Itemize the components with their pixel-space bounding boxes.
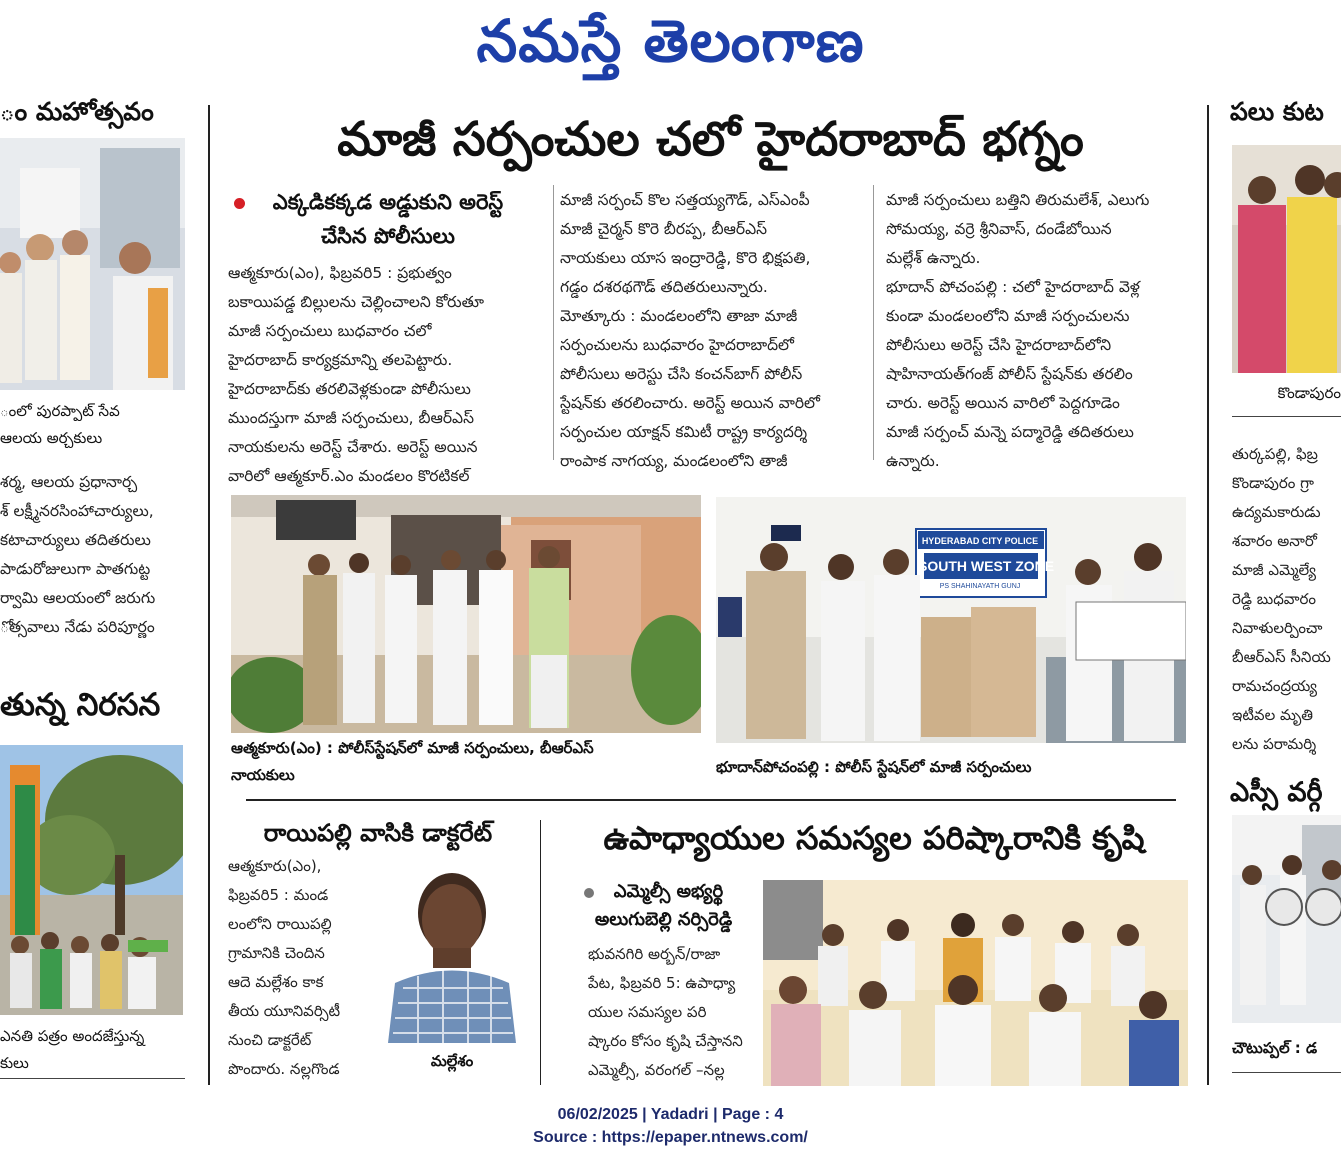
body-line: తీయ యూనివర్సిటీ: [228, 1002, 341, 1020]
body-line: స్టేషన్‌కు తరలించారు. అరెస్ట్ అయిన వారిలో: [560, 394, 820, 412]
right-bottom-rule: [1232, 1072, 1341, 1073]
teachers-headline: ఉపాధ్యాయుల సమస్యల పరిష్కారానికి కృషి: [603, 819, 1145, 857]
footer-source: Source : https://epaper.ntnews.com/: [533, 1129, 808, 1146]
left-body-line: శర్మ, ఆలయ ప్రధానార్చ: [0, 473, 138, 491]
left-body-line: శ్ లక్ష్మీనరసింహాచార్యులు,: [0, 502, 154, 520]
right-body-line: రామచంద్రయ్య: [1232, 677, 1318, 695]
left-headline-2: తున్న నిరసన: [0, 687, 161, 723]
body-line: సర్పంచుల యాక్షన్ కమిటీ రాష్ట్ర కార్యదర్శి: [560, 423, 808, 441]
column-divider-left: [208, 105, 210, 1085]
body-line: మాజీ చైర్మన్ కొరె బీరప్ప, బీఆర్ఎస్: [560, 220, 767, 238]
doctorate-body: [228, 852, 376, 1084]
body-line: మాజీ సర్పంచ్ మన్నె పద్మారెడ్డి తదితరులు: [886, 423, 1134, 441]
right-body-line: ఇటీవల మృతి: [1232, 706, 1313, 724]
right-photo-caption: కొండాపురం: [1277, 384, 1341, 402]
main-body-col1: [228, 259, 533, 491]
text-divider-2: [873, 185, 874, 460]
body-line: చారు. అరెస్ట్ అయిన వారిలో పెద్దగూడెం: [886, 394, 1120, 412]
right-body-line: మాజీ ఎమ్మెల్యే: [1232, 561, 1316, 579]
left-body-line: ోత్సవాలు నేడు పరిపూర్ణం: [0, 618, 155, 636]
main-subhead-line1: ఎక్కడికక్కడ అడ్డుకుని అరెస్ట్: [272, 190, 504, 214]
body-line: పోలీసులు అరెస్టు చేసి కంచన్‌బాగ్ పోలీస్: [560, 365, 803, 383]
body-line: మాజీ సర్పంచులు బుధవారం చలో: [228, 322, 432, 340]
main-body-col2: [560, 186, 865, 476]
body-line: భూదాన్ పోచంపల్లి : చలో హైదరాబాద్ వెళ్ల: [886, 278, 1140, 296]
left-body-line: కటాచార్యులు తదితరులు: [0, 531, 151, 549]
right-body-line: నివాళులర్పించా: [1232, 619, 1323, 637]
teachers-subhead-line2: అలుగుబెల్లి నర్సిరెడ్డి: [594, 909, 733, 930]
right-body-line: రెడ్డి బుధవారం: [1232, 590, 1317, 608]
body-line: ష్కారం కోసం కృషి చేస్తానని: [588, 1032, 743, 1050]
right-photo-people: [1232, 145, 1341, 373]
right-body: [1232, 440, 1341, 759]
body-line: ఆత్మకూరు(ఎం),: [228, 857, 322, 875]
masthead-title: నమస్తే తెలంగాణ: [476, 7, 865, 75]
body-line: పోలీసులు అరెస్ట్ చేసి హైదరాబాద్‌లోని: [886, 336, 1112, 354]
column-divider-bottom: [540, 820, 541, 1085]
photo1-caption-2: నాయకులు: [231, 766, 295, 784]
police-sign-line2: SOUTH WEST ZONE: [918, 558, 1055, 574]
main-headline: మాజీ సర్పంచుల చలో హైదరాబాద్ భగ్నం: [337, 112, 1084, 167]
red-bullet-icon: [234, 198, 245, 209]
body-line: షాహినాయత్‌గంజ్ పోలీస్ స్టేషన్‌కు తరలిం: [886, 365, 1133, 383]
section-divider: [246, 799, 1176, 801]
body-line: రాంపాక నాగయ్య, మండలంలోని తాజీ: [560, 452, 788, 470]
doctorate-headline: రాయిపల్లి వాసికి డాక్టరేట్: [263, 819, 493, 847]
body-line: హైదరాబాద్ కార్యక్రమాన్ని తలపెట్టారు.: [228, 351, 453, 369]
police-sign-line1: HYDERABAD CITY POLICE: [921, 536, 1039, 546]
body-line: సర్పంచులను బుధవారం హైదరాబాద్‌లో: [560, 336, 794, 354]
teachers-body: [588, 940, 758, 1085]
grey-bullet-icon: [584, 888, 594, 898]
photo-teachers-meeting: [763, 880, 1188, 1086]
body-line: మల్లేశ్ ఉన్నారు.: [886, 249, 981, 267]
left-headline-top: ం మహోత్సవం: [0, 97, 154, 126]
right-photo-drums: [1232, 815, 1341, 1023]
left-bottom-rule: [0, 1078, 185, 1079]
body-line: భువనగిరి అర్బన్/రాజా: [588, 945, 721, 963]
left-photo-caption-2: ఆలయ అర్చకులు: [0, 429, 103, 447]
body-line: సోమయ్య, వర్రె శ్రీనివాస్, దండేబోయిన: [886, 220, 1112, 238]
right-body-line: శవారం అనారో: [1232, 532, 1317, 550]
photo2-caption: భూదాన్‌పోచంపల్లి : పోలీస్ స్టేషన్‌లో మాజీ సర్పంచులు: [716, 758, 1032, 776]
right-body-line: కొండాపురం గ్రా: [1232, 474, 1314, 492]
left-body-line: పాడురోజులుగా పాతగుట్ట: [0, 560, 151, 578]
body-line: ఆత్మకూరు(ఎం), ఫిబ్రవరి5 : ప్రభుత్వం: [228, 264, 452, 282]
body-line: నాయకులు యాస ఇంద్రారెడ్డి, కొరె భిక్షపతి,: [560, 249, 811, 267]
right-body-line: బీఆర్ఎస్ సీనియ: [1232, 648, 1331, 666]
left-photo-caption-1: ంలో పురప్పాట్ సేవ: [0, 402, 120, 420]
left-body-line: ర్వామి ఆలయంలో జరుగు: [0, 589, 156, 607]
teachers-subhead: [566, 878, 761, 934]
body-line: పొందారు. నల్లగొండ: [228, 1060, 340, 1078]
text-divider-1: [553, 185, 554, 460]
right-body-line: తుర్కపల్లి, ఫిబ్ర: [1232, 445, 1318, 463]
body-line: ఆదె మల్లేశం కాక: [228, 973, 324, 991]
body-line: నాయకులను అరెస్ట్ చేశారు. అరెస్ట్ అయిన: [228, 438, 478, 456]
body-line: ఉన్నారు.: [886, 452, 940, 470]
teachers-subhead-line1: ఎమ్మెల్సీ అభ్యర్థి: [613, 881, 724, 902]
main-subhead-line2: చేసిన పోలీసులు: [321, 224, 455, 248]
body-line: యుల సమస్యల పరి: [588, 1003, 707, 1021]
body-line: మోత్కూరు : మండలంలోని తాజా మాజీ: [560, 307, 798, 325]
body-line: మాజీ సర్పంచ్ కొల సత్తయ్యగౌడ్, ఎస్ఎంపీ: [560, 191, 810, 209]
photo1-caption-1: ఆత్మకూరు(ఎం) : పోలీస్‌స్టేషన్‌లో మాజీ సర్పంచులు, బీఆర్ఎస్: [231, 739, 594, 757]
police-sign-line3: PS SHAHINAYATH GUNJ: [939, 583, 1021, 590]
photo-malleshom-portrait: [383, 858, 521, 1043]
right-rule: [1232, 416, 1341, 417]
body-line: కుండా మండలంలోని మాజీ సర్పంచులను: [886, 307, 1130, 325]
left-photo-temple: [0, 138, 185, 390]
right-body-line: ఉద్యమకారుడు: [1232, 503, 1321, 521]
body-line: నుంచి డాక్టరేట్: [228, 1031, 312, 1049]
column-divider-right: [1207, 105, 1209, 1085]
left-photo2-caption-2: కులు: [0, 1054, 29, 1072]
left-photo2-caption-1: ఎనతి పత్రం అందజేస్తున్న: [0, 1027, 145, 1045]
right-headline-2: ఎస్సీ వర్గీ: [1230, 777, 1323, 808]
body-line: ముందస్తుగా మాజీ సర్పంచులు, బీఆర్‌ఎస్: [228, 409, 474, 427]
body-line: లంలోని రాయిపల్లి: [228, 915, 332, 933]
left-photo-protest: [0, 745, 183, 1015]
main-subhead: [228, 185, 538, 253]
doctorate-photo-caption: మల్లేశం: [430, 1052, 474, 1070]
body-line: హైదరాబాద్‌కు తరలివెళ్లకుండా పోలీసులు: [228, 380, 471, 398]
right-photo2-caption: చౌటుప్పల్ : డ: [1232, 1039, 1318, 1057]
body-line: బకాయిపడ్డ బిల్లులను చెల్లించాలని కోరుతూ: [228, 293, 484, 311]
body-line: వారిలో ఆత్మకూర్.ఎం మండలం కొరటికల్: [228, 467, 470, 485]
right-body-line: లను పరామర్శి: [1232, 735, 1317, 753]
body-line: పేట, ఫిబ్రవరి 5: ఉపాధ్యా: [588, 974, 736, 992]
left-body: [0, 468, 190, 642]
body-line: ఫిబ్రవరి5 : మండ: [228, 886, 329, 904]
body-line: ఎమ్మెల్సీ, వరంగల్ –నల్ల: [588, 1061, 725, 1079]
footer-date-page: 06/02/2025 | Yadadri | Page : 4: [557, 1106, 784, 1123]
body-line: గడ్డం దశరథగౌడ్ తదితరులున్నారు.: [560, 278, 768, 296]
photo-atmakur-police-station: [231, 495, 701, 733]
main-body-col3: [886, 186, 1191, 476]
body-line: గ్రామానికి చెందిన: [228, 944, 325, 962]
right-headline-top: పలు కుట: [1230, 97, 1324, 126]
body-line: మాజీ సర్పంచులు బత్తిని తిరుమలేశ్, ఎలుగు: [886, 191, 1150, 209]
